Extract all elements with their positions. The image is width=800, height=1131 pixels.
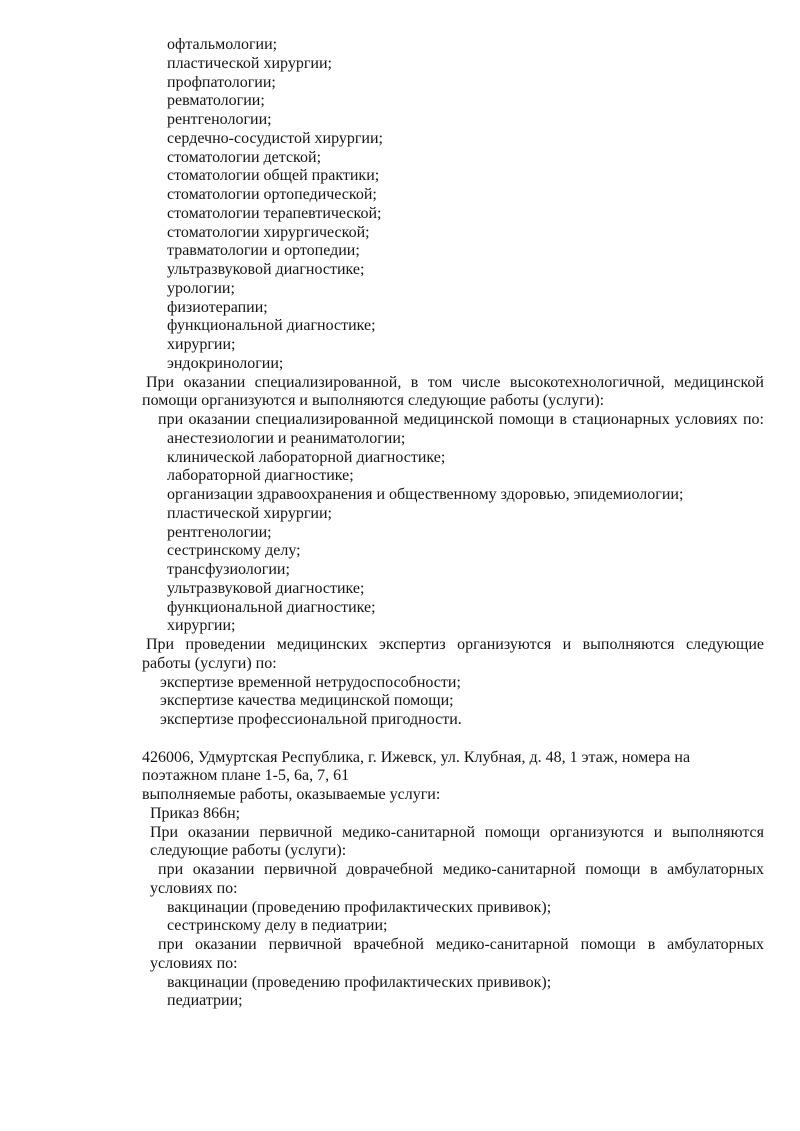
text-line: вакцинации (проведению профилактических прививок); <box>167 898 552 916</box>
text-line: стоматологии ортопедической; <box>167 186 377 203</box>
text-line: офтальмологии; <box>167 36 278 53</box>
text-line: сестринскому делу в педиатрии; <box>167 917 388 935</box>
text-line: хирургии; <box>167 617 236 635</box>
text-line: физиотерапии; <box>167 298 268 316</box>
text-line: условиях по: <box>150 954 238 972</box>
text-line: стоматологии детской; <box>167 148 322 166</box>
text-line: функциональной диагностике; <box>167 598 376 616</box>
text-line: трансфузиологии; <box>167 561 290 578</box>
address-block <box>142 749 764 805</box>
expertise-items <box>142 674 764 730</box>
text-line: профпатологии; <box>167 73 276 91</box>
text-line: ревматологии; <box>167 92 265 110</box>
text-line: работы (услуги) по: <box>142 654 277 672</box>
text-line: сестринскому делу; <box>167 542 301 560</box>
text-line: При оказании специализированной, в том числе высокотехнологичной, медицинской <box>146 373 764 391</box>
continued-specialty-list <box>142 36 764 374</box>
text-line: анестезиологии и реаниматологии; <box>167 429 406 447</box>
specialized-inpatient-works <box>142 411 764 636</box>
text-line: ультразвуковой диагностике; <box>167 579 365 597</box>
text-line: травматологии и ортопедии; <box>167 242 360 260</box>
text-line: при оказании специализированной медицинской помощи в стационарных условиях по: <box>158 411 764 428</box>
text-line: рентгенологии; <box>167 523 272 541</box>
specialized-care-paragraph <box>142 374 764 412</box>
text-line: пластической хирургии; <box>167 54 332 72</box>
text-line: выполняемые работы, оказываемые услуги: <box>142 786 441 803</box>
text-line: организации здравоохранения и общественному здоровью, эпидемиологии; <box>167 486 684 503</box>
text-line: лабораторной диагностике; <box>167 467 354 485</box>
text-line: рентгенологии; <box>167 111 272 128</box>
text-line: экспертизе временной нетрудоспособности; <box>160 673 461 691</box>
order-866n <box>142 805 764 824</box>
text-line: при оказании первичной врачебной медико-санитарной помощи в амбулаторных <box>158 936 764 953</box>
text-line: условиях по: <box>150 879 238 897</box>
text-line: При оказании первичной медико-санитарной помощи организуются и выполняются <box>150 823 764 841</box>
medical-outpatient-works <box>142 936 764 1011</box>
text-line: стоматологии хирургической; <box>167 223 370 241</box>
text-line: функциональной диагностике; <box>167 317 376 335</box>
text-line: стоматологии общей практики; <box>167 167 380 185</box>
primary-care-paragraph <box>142 824 764 862</box>
text-line: экспертизе профессиональной пригодности. <box>160 711 462 728</box>
text-line: при оказании первичной доврачебной медико-санитарной помощи в амбулаторных <box>158 861 764 878</box>
text-line: сердечно-сосудистой хирургии; <box>167 129 383 147</box>
text-line: следующие работы (услуги): <box>150 842 347 860</box>
text-line: вакцинации (проведению профилактических прививок); <box>167 973 552 991</box>
text-line: поэтажном плане 1-5, 6а, 7, 61 <box>142 767 350 785</box>
text-line: урологии; <box>167 279 235 297</box>
text-line: помощи организуются и выполняются следующие работы (услуги): <box>142 392 605 410</box>
text-line: Приказ 866н; <box>150 804 241 822</box>
text-line: клинической лабораторной диагностике; <box>167 448 446 466</box>
medical-expertise-paragraph <box>142 636 764 674</box>
pre-medical-outpatient-works <box>142 861 764 936</box>
text-line: экспертизе качества медицинской помощи; <box>160 692 454 710</box>
text-line: 426006, Удмуртская Республика, г. Ижевск, ул. Клубная, д. 48, 1 этаж, номера на <box>142 748 691 766</box>
text-line: педиатрии; <box>167 992 243 1010</box>
text-line: При проведении медицинских экспертиз организуются и выполняются следующие <box>146 636 764 653</box>
text-line: эндокринологии; <box>167 354 284 372</box>
text-line: хирургии; <box>167 336 236 353</box>
text-line: стоматологии терапевтической; <box>167 204 382 222</box>
text-line: пластической хирургии; <box>167 504 332 522</box>
text-line: ультразвуковой диагностике; <box>167 261 365 278</box>
